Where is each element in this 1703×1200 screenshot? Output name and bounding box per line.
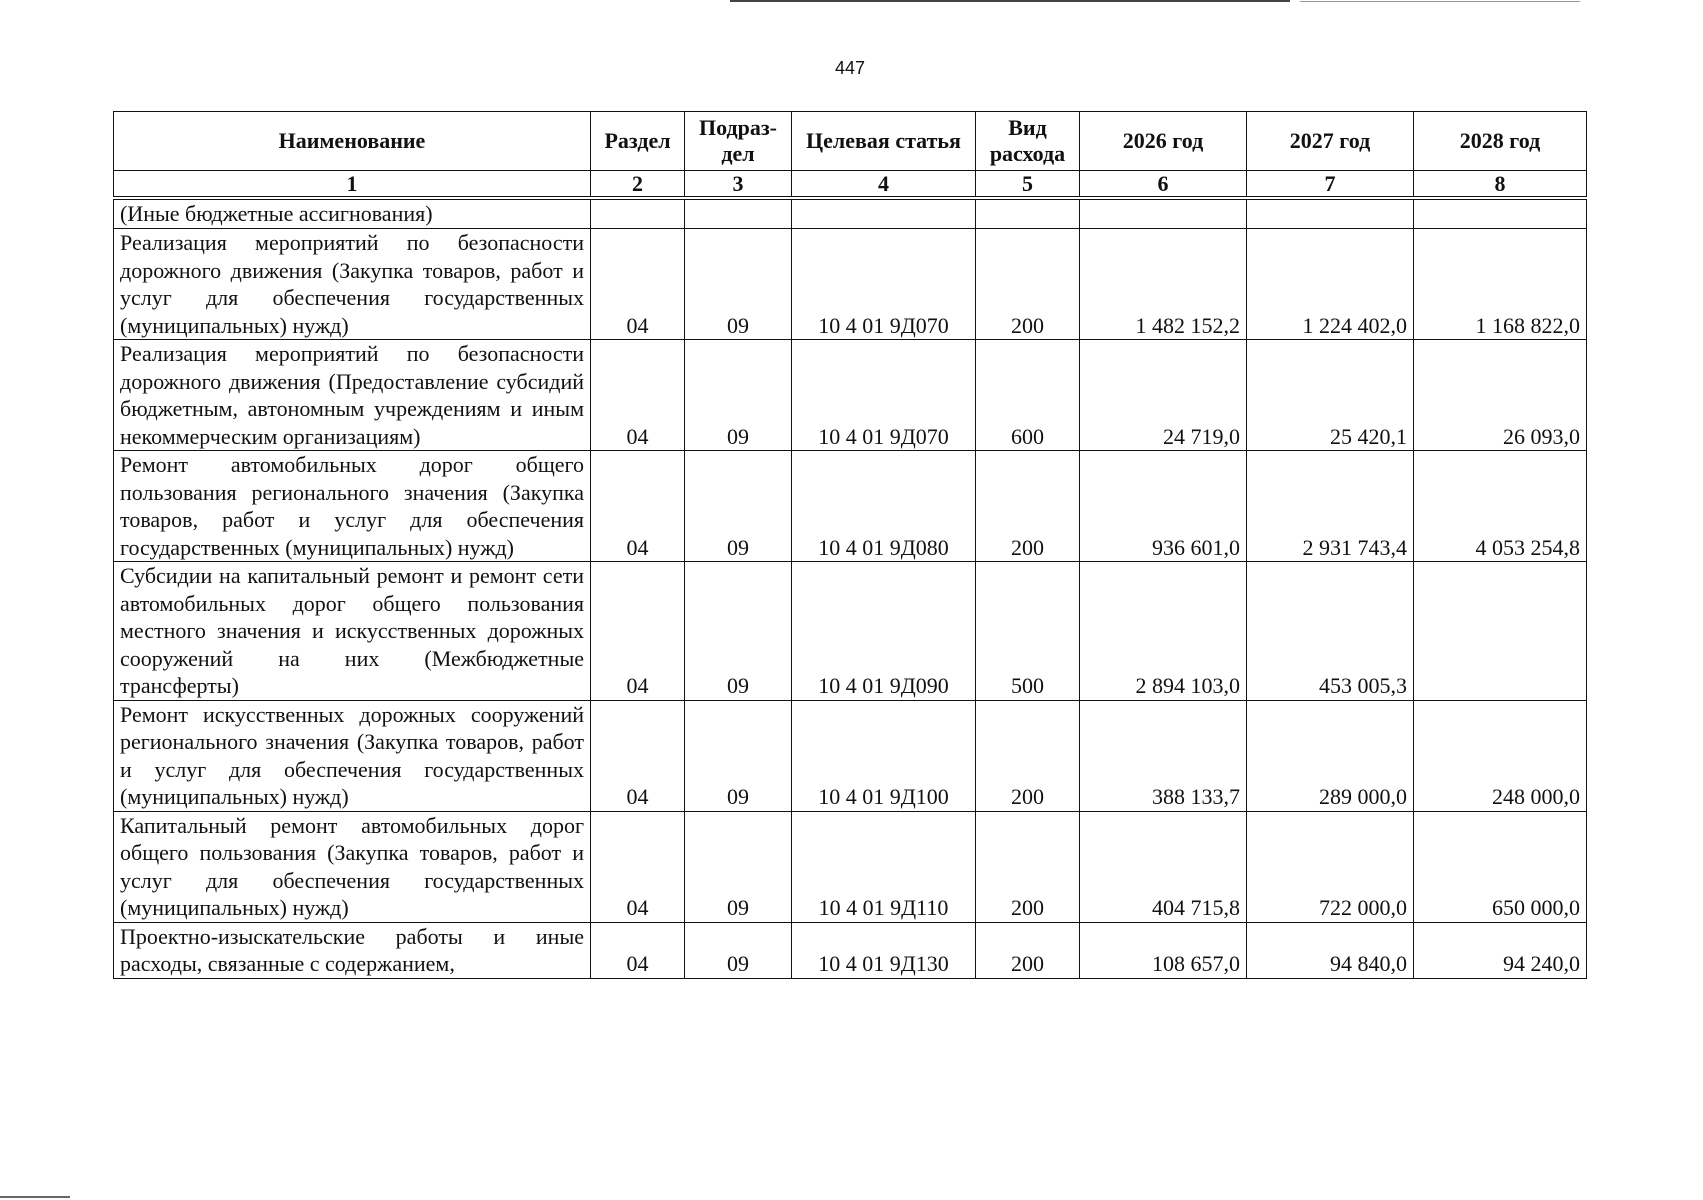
- column-number: 8: [1414, 171, 1587, 199]
- table-row: [114, 451, 1587, 562]
- table-row: [114, 700, 1587, 811]
- scan-edge-line: [1300, 1, 1580, 2]
- row-2027: 1 224 402,0: [1247, 229, 1414, 340]
- row-name: Проектно-изыскательские работы и иные расходы, связанные с содержанием,: [114, 922, 591, 978]
- table-row: [114, 198, 1587, 229]
- row-2027: 2 931 743,4: [1247, 451, 1414, 562]
- row-podrazdel: 09: [685, 922, 792, 978]
- row-statya: 10 4 01 9Д100: [792, 700, 976, 811]
- header-2028: 2028 год: [1414, 112, 1587, 171]
- row-razdel: 04: [591, 229, 685, 340]
- row-statya: [792, 198, 976, 229]
- header-vid: Вид расхода: [976, 112, 1080, 171]
- row-2028: 650 000,0: [1414, 811, 1587, 922]
- table-row: [114, 811, 1587, 922]
- row-2027: 289 000,0: [1247, 700, 1414, 811]
- row-podrazdel: 09: [685, 340, 792, 451]
- row-statya: 10 4 01 9Д130: [792, 922, 976, 978]
- row-razdel: 04: [591, 340, 685, 451]
- header-2026: 2026 год: [1080, 112, 1247, 171]
- row-name: (Иные бюджетные ассигнования): [114, 198, 591, 229]
- row-2026: 388 133,7: [1080, 700, 1247, 811]
- page-number: 447: [834, 58, 866, 78]
- row-vid: 200: [976, 922, 1080, 978]
- row-statya: 10 4 01 9Д070: [792, 340, 976, 451]
- row-2026: 404 715,8: [1080, 811, 1247, 922]
- row-vid: 200: [976, 811, 1080, 922]
- header-name: Наименование: [114, 112, 591, 171]
- row-name: Ремонт автомобильных дорог общего пользования регионального значения (Закупка товаров, работ и услуг для обеспечения государственных (муниципальных) нужд): [114, 451, 591, 562]
- row-name: Реализация мероприятий по безопасности дорожного движения (Закупка товаров, работ и услуг для обеспечения государственных (муниципальных) нужд): [114, 229, 591, 340]
- row-podrazdel: 09: [685, 811, 792, 922]
- row-name: Ремонт искусственных дорожных сооружений регионального значения (Закупка товаров, работ и услуг для обеспечения государственных (муниципальных) нужд): [114, 700, 591, 811]
- scan-edge-line: [730, 0, 1290, 2]
- table-row: [114, 562, 1587, 701]
- row-2026: 108 657,0: [1080, 922, 1247, 978]
- row-2028: 26 093,0: [1414, 340, 1587, 451]
- row-podrazdel: [685, 198, 792, 229]
- row-name: Реализация мероприятий по безопасности дорожного движения (Предоставление субсидий бюджетным, автономным учреждениям и иным некоммерческим организациям): [114, 340, 591, 451]
- row-vid: 500: [976, 562, 1080, 701]
- header-razdel: Раздел: [591, 112, 685, 171]
- column-number: 1: [114, 171, 591, 199]
- column-number: 4: [792, 171, 976, 199]
- row-2028: 248 000,0: [1414, 700, 1587, 811]
- row-2026: 936 601,0: [1080, 451, 1247, 562]
- row-statya: 10 4 01 9Д090: [792, 562, 976, 701]
- row-podrazdel: 09: [685, 700, 792, 811]
- row-razdel: 04: [591, 562, 685, 701]
- scan-edge-line: [0, 1196, 70, 1198]
- column-number: 6: [1080, 171, 1247, 199]
- row-statya: 10 4 01 9Д110: [792, 811, 976, 922]
- column-number: 7: [1247, 171, 1414, 199]
- row-2028: [1414, 562, 1587, 701]
- row-2027: 722 000,0: [1247, 811, 1414, 922]
- row-2028: 94 240,0: [1414, 922, 1587, 978]
- row-2027: [1247, 198, 1414, 229]
- row-vid: [976, 198, 1080, 229]
- row-statya: 10 4 01 9Д070: [792, 229, 976, 340]
- column-number: 2: [591, 171, 685, 199]
- row-podrazdel: 09: [685, 562, 792, 701]
- row-2027: 94 840,0: [1247, 922, 1414, 978]
- row-razdel: [591, 198, 685, 229]
- row-name: Субсидии на капитальный ремонт и ремонт сети автомобильных дорог общего пользования местного значения и искусственных дорожных сооружений на них (Межбюджетные трансферты): [114, 562, 591, 701]
- header-row: [114, 112, 1587, 171]
- row-vid: 600: [976, 340, 1080, 451]
- row-2028: [1414, 198, 1587, 229]
- row-2028: 1 168 822,0: [1414, 229, 1587, 340]
- row-name: Капитальный ремонт автомобильных дорог общего пользования (Закупка товаров, работ и услуг для обеспечения государственных (муниципальных) нужд): [114, 811, 591, 922]
- header-2027: 2027 год: [1247, 112, 1414, 171]
- row-2026: 2 894 103,0: [1080, 562, 1247, 701]
- row-razdel: 04: [591, 922, 685, 978]
- row-vid: 200: [976, 229, 1080, 340]
- header-podrazdel: Подраз-дел: [685, 112, 792, 171]
- column-number: 3: [685, 171, 792, 199]
- row-2026: 24 719,0: [1080, 340, 1247, 451]
- row-2028: 4 053 254,8: [1414, 451, 1587, 562]
- row-razdel: 04: [591, 700, 685, 811]
- row-2027: 25 420,1: [1247, 340, 1414, 451]
- row-razdel: 04: [591, 811, 685, 922]
- row-podrazdel: 09: [685, 229, 792, 340]
- table-row: [114, 340, 1587, 451]
- table-row: [114, 229, 1587, 340]
- row-statya: 10 4 01 9Д080: [792, 451, 976, 562]
- row-vid: 200: [976, 700, 1080, 811]
- header-statya: Целевая статья: [792, 112, 976, 171]
- table-row: [114, 922, 1587, 978]
- column-number: 5: [976, 171, 1080, 199]
- row-2026: [1080, 198, 1247, 229]
- column-number-row: [114, 171, 1587, 199]
- row-vid: 200: [976, 451, 1080, 562]
- row-2027: 453 005,3: [1247, 562, 1414, 701]
- row-podrazdel: 09: [685, 451, 792, 562]
- row-2026: 1 482 152,2: [1080, 229, 1247, 340]
- row-razdel: 04: [591, 451, 685, 562]
- budget-table: [113, 111, 1587, 979]
